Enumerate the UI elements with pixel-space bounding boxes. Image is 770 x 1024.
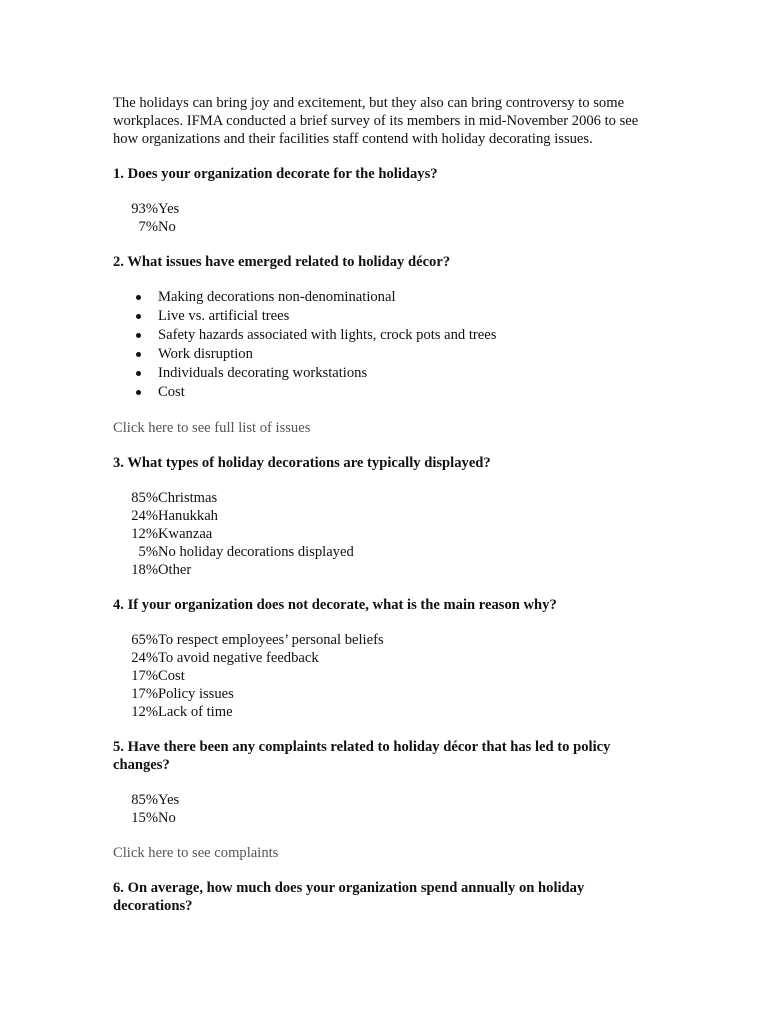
- list-item: Cost: [113, 383, 653, 402]
- answer-label: No: [158, 810, 176, 826]
- answer-row: [113, 561, 653, 579]
- list-item: Individuals decorating workstations: [113, 364, 653, 383]
- answer-label: Yes: [158, 201, 180, 217]
- list-item: Making decorations non-denominational: [113, 288, 653, 307]
- answer-label: Other: [158, 562, 192, 578]
- answer-label: Kwanzaa: [158, 526, 213, 542]
- question-1-answers: [113, 200, 653, 236]
- bullet-icon: [136, 295, 141, 300]
- answer-label: Policy issues: [158, 686, 234, 702]
- answer-percent: 15%: [131, 810, 158, 826]
- answer-label: Christmas: [158, 490, 218, 506]
- answer-percent: 5%: [138, 544, 158, 560]
- list-item: Work disruption: [113, 345, 653, 364]
- answer-row: [113, 649, 653, 667]
- bullet-icon: [136, 352, 141, 357]
- answer-row: [113, 543, 653, 561]
- answer-percent: 85%: [131, 490, 158, 506]
- answer-percent: 18%: [131, 562, 158, 578]
- answer-label: Hanukkah: [158, 508, 218, 524]
- question-6-title: 6. On average, how much does your organization spend annually on holiday decorations?: [113, 880, 585, 914]
- question-4-answers: [113, 631, 653, 721]
- complaints-link[interactable]: Click here to see complaints: [113, 845, 279, 861]
- full-issues-link[interactable]: Click here to see full list of issues: [113, 420, 311, 436]
- answer-percent: 24%: [131, 650, 158, 666]
- answer-row: [113, 809, 653, 827]
- answer-row: [113, 685, 653, 703]
- answer-percent: 93%: [131, 201, 158, 217]
- answer-row: [113, 631, 653, 649]
- answer-percent: 24%: [131, 508, 158, 524]
- answer-percent: 12%: [131, 526, 158, 542]
- answer-percent: 7%: [138, 219, 158, 235]
- list-item: Safety hazards associated with lights, crock pots and trees: [113, 326, 653, 345]
- answer-percent: 12%: [131, 704, 158, 720]
- answer-percent: 17%: [131, 686, 158, 702]
- answer-percent: 17%: [131, 668, 158, 684]
- answer-row: [113, 791, 653, 809]
- answer-label: No holiday decorations displayed: [158, 544, 354, 560]
- question-1-title: 1. Does your organization decorate for the holidays?: [113, 166, 438, 182]
- answer-label: To respect employees’ personal beliefs: [158, 632, 384, 648]
- question-3-title: 3. What types of holiday decorations are typically displayed?: [113, 455, 491, 471]
- answer-row: [113, 218, 653, 236]
- bullet-icon: [136, 314, 141, 319]
- answer-label: To avoid negative feedback: [158, 650, 319, 666]
- answer-row: [113, 703, 653, 721]
- question-3-answers: [113, 489, 653, 579]
- answer-percent: 85%: [131, 792, 158, 808]
- answer-label: Lack of time: [158, 704, 233, 720]
- answer-label: Yes: [158, 792, 180, 808]
- answer-label: No: [158, 219, 176, 235]
- answer-row: [113, 507, 653, 525]
- answer-row: [113, 667, 653, 685]
- question-5-title: 5. Have there been any complaints related to holiday décor that has led to policy changes?: [113, 739, 611, 773]
- answer-label: Cost: [158, 668, 185, 684]
- bullet-icon: [136, 371, 141, 376]
- answer-row: [113, 489, 653, 507]
- intro-paragraph: The holidays can bring joy and excitement, but they also can bring controversy to some workplaces. IFMA conducted a brief survey of its members in mid-November 2006 to see how organizations and their facilities staff contend with holiday decorating issues.: [113, 95, 639, 147]
- bullet-icon: [136, 333, 141, 338]
- issues-list: [113, 288, 653, 402]
- question-5-answers: [113, 791, 653, 827]
- question-2-title: 2. What issues have emerged related to holiday décor?: [113, 254, 451, 270]
- question-4-title: 4. If your organization does not decorate, what is the main reason why?: [113, 597, 557, 613]
- answer-row: [113, 200, 653, 218]
- answer-percent: 65%: [131, 632, 158, 648]
- document-body: [113, 94, 653, 932]
- bullet-icon: [136, 390, 141, 395]
- list-item: Live vs. artificial trees: [113, 307, 653, 326]
- answer-row: [113, 525, 653, 543]
